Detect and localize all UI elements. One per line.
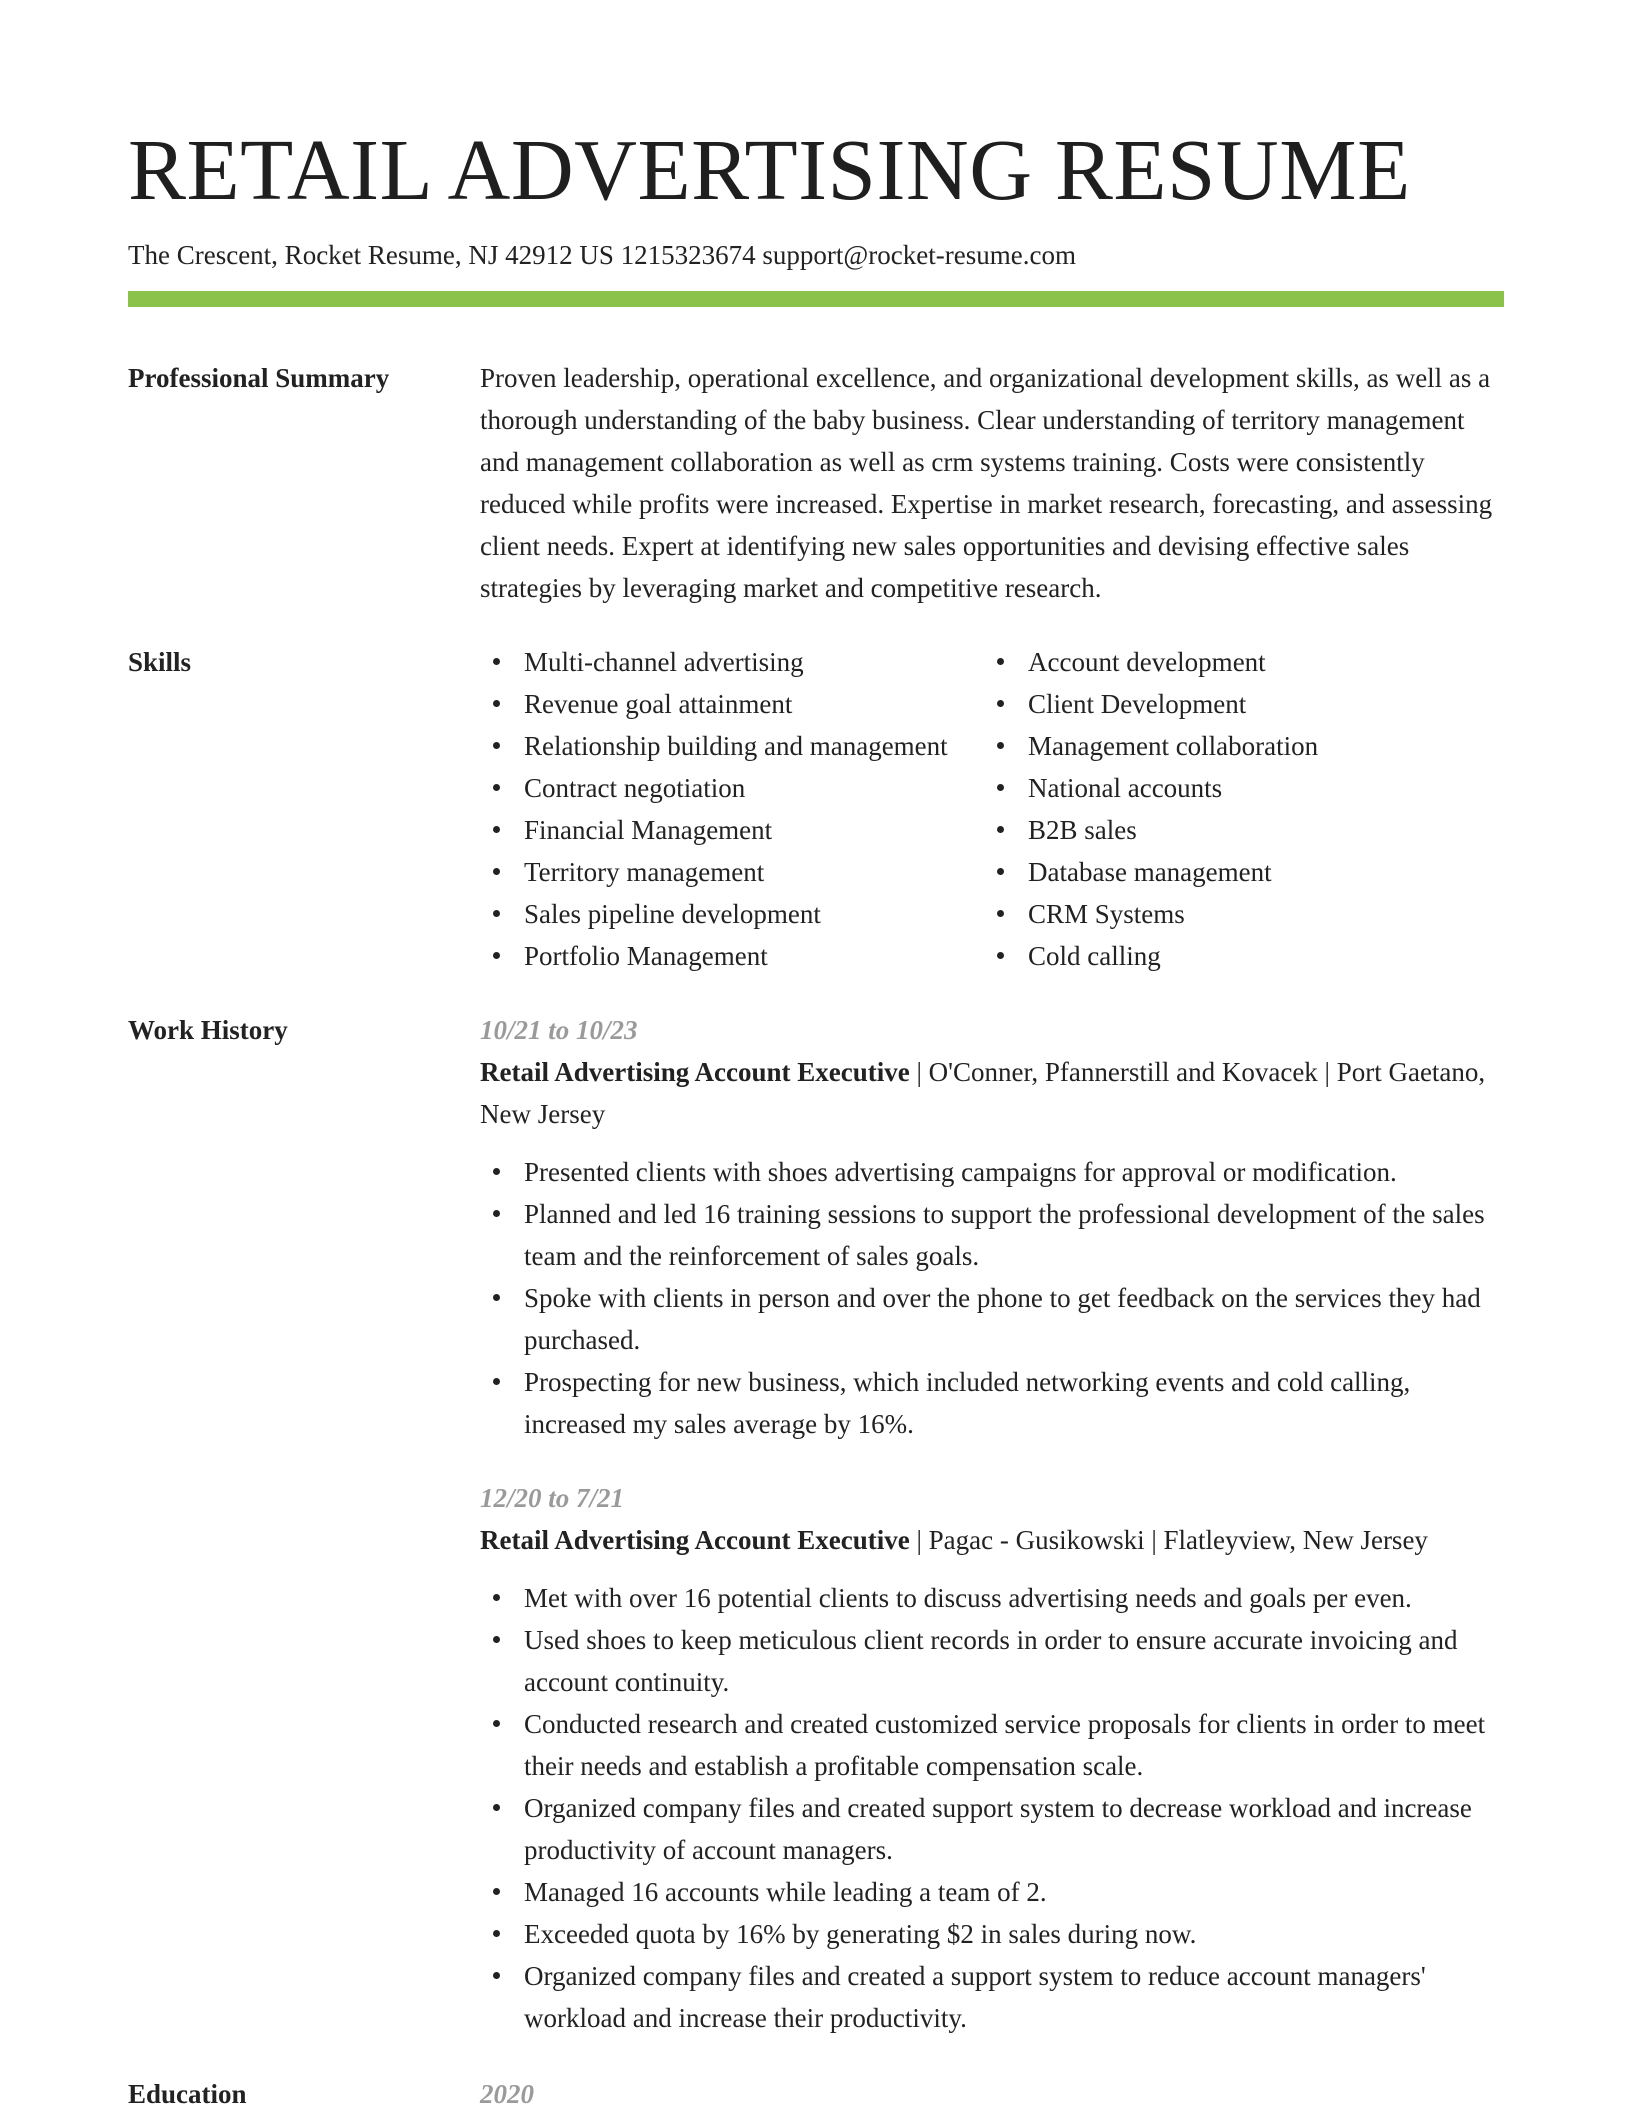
skill-item: Client Development — [984, 683, 1318, 725]
skill-item: CRM Systems — [984, 893, 1318, 935]
skill-item: Cold calling — [984, 935, 1318, 977]
job-heading — [480, 1051, 1504, 1135]
job-entry — [480, 1009, 1504, 1445]
job-bullets — [480, 1577, 1504, 2039]
skill-item: Contract negotiation — [480, 767, 984, 809]
job-bullet: Met with over 16 potential clients to discuss advertising needs and goals per even. — [480, 1577, 1504, 1619]
education-date: 2020 — [480, 2079, 534, 2109]
job-bullet: Presented clients with shoes advertising campaigns for approval or modification. — [480, 1151, 1504, 1193]
skills-grid — [480, 641, 1504, 977]
skill-item: Database management — [984, 851, 1318, 893]
work-history-section — [128, 1009, 1504, 2039]
skills-column-2 — [984, 641, 1318, 977]
job-bullet: Planned and led 16 training sessions to support the professional development of the sales team and the reinforcement of sales goals. — [480, 1193, 1504, 1277]
job-title: Retail Advertising Account Executive — [480, 1057, 910, 1087]
skills-section — [128, 641, 1504, 977]
skill-item: Portfolio Management — [480, 935, 984, 977]
job-entry — [480, 1477, 1504, 2039]
job-bullet: Organized company files and created a support system to reduce account managers' workload and increase their productivity. — [480, 1955, 1504, 2039]
accent-divider — [128, 291, 1504, 307]
job-bullet: Exceeded quota by 16% by generating $2 in sales during now. — [480, 1913, 1504, 1955]
resume-page — [128, 120, 1504, 2115]
skill-item: Management collaboration — [984, 725, 1318, 767]
summary-section — [128, 357, 1504, 609]
skill-item: Territory management — [480, 851, 984, 893]
job-dates: 12/20 to 7/21 — [480, 1483, 625, 1513]
job-bullet: Conducted research and created customized service proposals for clients in order to meet their needs and establish a profitable compensation scale. — [480, 1703, 1504, 1787]
skill-item: National accounts — [984, 767, 1318, 809]
work-history-body — [480, 1009, 1504, 2039]
skill-item: Sales pipeline development — [480, 893, 984, 935]
skill-item: Multi-channel advertising — [480, 641, 984, 683]
skills-body — [480, 641, 1504, 977]
skill-item: Relationship building and management — [480, 725, 984, 767]
summary-text: Proven leadership, operational excellence, and organizational development skills, as well as a thorough understanding of the baby business. Clear understanding of territory management and management collaboration as well as crm systems training. Costs were consistently reduced while profits were increased. Expertise in market research, forecasting, and assessing client needs. Expert at identifying new sales opportunities and devising effective sales strategies by leveraging market and competitive research. — [480, 363, 1493, 603]
job-employer-location: | Pagac - Gusikowski | Flatleyview, New Jersey — [909, 1525, 1428, 1555]
contact-line: The Crescent, Rocket Resume, NJ 42912 US 1215323674 support@rocket-resume.com — [128, 240, 1076, 270]
education-body — [480, 2073, 1504, 2115]
job-bullet: Spoke with clients in person and over the phone to get feedback on the services they had purchased. — [480, 1277, 1504, 1361]
education-section — [128, 2073, 1504, 2115]
job-bullets — [480, 1151, 1504, 1445]
skills-column-1 — [480, 641, 984, 977]
job-dates: 10/21 to 10/23 — [480, 1015, 638, 1045]
skills-heading: Skills — [128, 647, 192, 677]
skill-item: B2B sales — [984, 809, 1318, 851]
skill-item: Financial Management — [480, 809, 984, 851]
job-heading — [480, 1519, 1504, 1561]
skill-item: Revenue goal attainment — [480, 683, 984, 725]
skill-item: Account development — [984, 641, 1318, 683]
job-bullet: Used shoes to keep meticulous client records in order to ensure accurate invoicing and account continuity. — [480, 1619, 1504, 1703]
job-bullet: Organized company files and created support system to decrease workload and increase productivity of account managers. — [480, 1787, 1504, 1871]
job-bullet: Prospecting for new business, which included networking events and cold calling, increased my sales average by 16%. — [480, 1361, 1504, 1445]
job-bullet: Managed 16 accounts while leading a team of 2. — [480, 1871, 1504, 1913]
work-history-heading: Work History — [128, 1015, 288, 1045]
summary-heading: Professional Summary — [128, 363, 390, 393]
education-heading: Education — [128, 2079, 247, 2109]
job-title: Retail Advertising Account Executive — [480, 1525, 910, 1555]
job-employer-location: | O'Conner, Pfannerstill and Kovacek | Port Gaetano, New Jersey — [480, 1057, 1486, 1129]
resume-title: RETAIL ADVERTISING RESUME — [128, 121, 1411, 218]
